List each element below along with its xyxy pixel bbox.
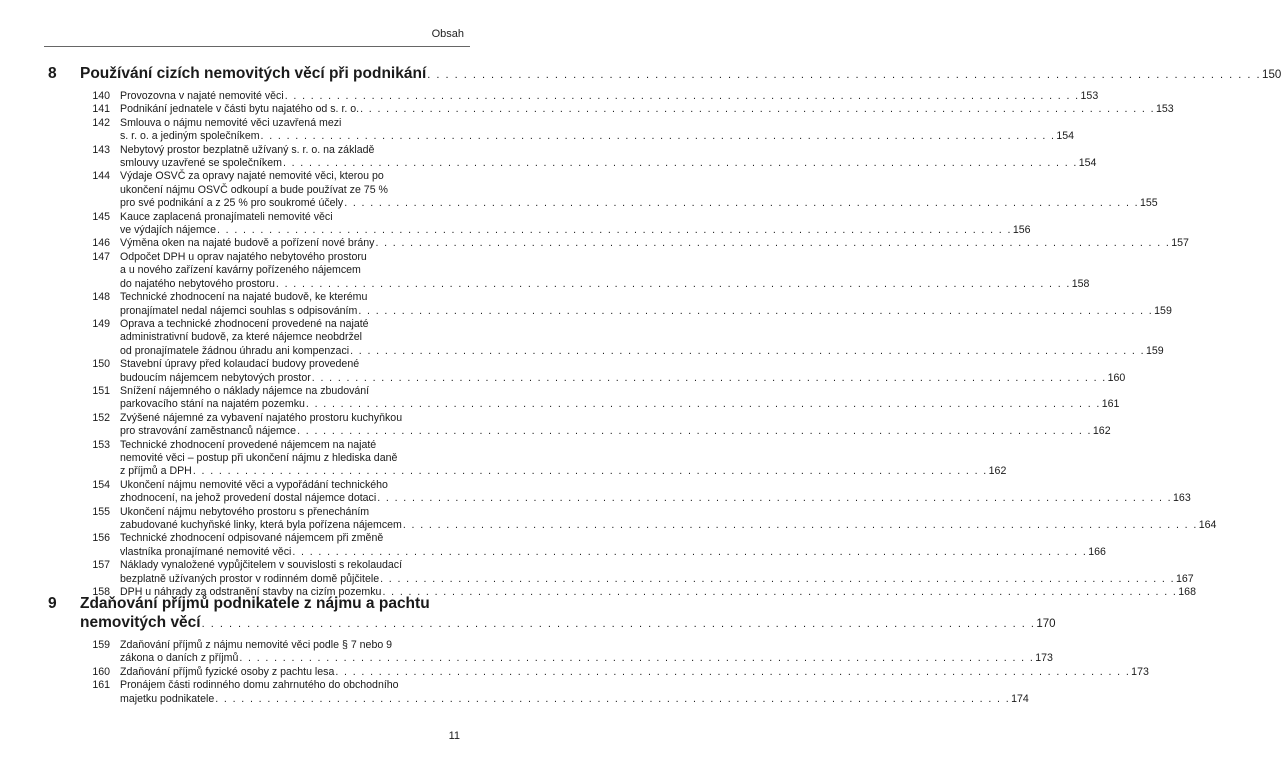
entry-page-number: 174: [1011, 692, 1029, 705]
toc-entry[interactable]: [80, 665, 1149, 679]
entry-text-line: Smlouva o nájmu nemovité věci uzavřená mezi: [120, 116, 342, 129]
entry-last-line: [120, 572, 1194, 586]
entry-page-number: 167: [1175, 572, 1194, 585]
entry-text-line: Snížení nájemného o náklady nájemce na zbudování: [120, 384, 370, 397]
chapter-title-text: nemovitých věcí: [80, 614, 201, 631]
toc-entry[interactable]: [80, 103, 1174, 116]
chapter-title-last-line: [80, 64, 1281, 85]
chapter-entries: [80, 90, 1217, 599]
toc-entry[interactable]: [80, 143, 1097, 171]
entry-text-line: Kauce zaplacená pronajímateli nemovité věci: [120, 210, 333, 223]
entry-last-line: [120, 425, 1111, 438]
toc-entry[interactable]: [80, 250, 1090, 291]
entry-text-last: budoucím nájemcem nebytových prostor: [120, 371, 311, 384]
entry-text-last: zabudované kuchyňské linky, která byla pořízena nájemcem: [120, 519, 402, 531]
entry-page-number: 161: [1101, 398, 1120, 411]
entry-text-last: s. r. o. a jediným společníkem: [120, 130, 260, 143]
running-header: Obsah: [431, 28, 464, 40]
entry-last-line: [120, 371, 1126, 385]
entry-text-last: DPH u náhrady za odstranění stavby na cizím pozemku: [120, 586, 382, 599]
entry-number: 144: [92, 170, 110, 183]
entry-page-number: 168: [1178, 586, 1196, 599]
entry-text-line: Stavební úpravy před kolaudací budovy provedené: [120, 358, 360, 371]
toc-entry[interactable]: [80, 505, 1217, 533]
toc-entry[interactable]: [80, 358, 1126, 385]
entry-text-line: Pronájem části rodinného domu zahrnutého do obchodního: [120, 679, 399, 692]
toc-entry[interactable]: [80, 90, 1099, 103]
dot-leader: . . . . . . . . . . . . . . . . . . . . . . . . . . . . . . . . . . . . . . . . . . . . . . . . . . . . . . . . . . . . . . . . . . . . . . . . . . . . . . . . . . . . . . . . . . . .: [201, 618, 1036, 630]
entry-text-line: Náklady vynaložené vypůjčitelem v souvislosti s rekolaudací: [120, 559, 403, 572]
entry-page-number: 173: [1131, 665, 1149, 678]
toc-entry[interactable]: [80, 317, 1164, 358]
entry-page-number: 162: [1092, 425, 1111, 438]
entry-page-number: 159: [1145, 344, 1164, 357]
entry-page-number: 157: [1171, 237, 1189, 250]
entry-page-number: 155: [1140, 197, 1158, 210]
entry-page-number: 153: [1155, 103, 1174, 116]
dot-leader: . . . . . . . . . . . . . . . . . . . . . . . . . . . . . . . . . . . . . . . . . . . . . . . . . . . . . . . . . . . . . . . . . . . . . . . . . . . . . . . . . . . . . . . . . . . .: [402, 519, 1198, 531]
entry-number: 146: [92, 237, 110, 250]
entry-last-line: [120, 692, 1029, 706]
entry-number: 141: [92, 103, 110, 116]
entry-text-last: zákona o daních z příjmů: [120, 652, 239, 665]
chapter-number: 9: [48, 595, 57, 612]
entry-text-line: ukončení nájmu OSVČ odkoupí a bude používat ze 75 %: [120, 183, 388, 196]
entry-text-last: pro své podnikání a z 25 % pro soukromé účely: [120, 197, 344, 210]
entry-number: 152: [92, 411, 110, 424]
entry-last-line: [120, 103, 1174, 116]
entry-last-line: [120, 130, 1075, 143]
entry-text-last: z příjmů a DPH: [120, 465, 192, 478]
entry-text-last: pronajímatel nedal nájemci souhlas s odpisováním: [120, 304, 358, 317]
entry-text-line: Ukončení nájmu nemovité věci a vypořádání technického: [120, 478, 388, 491]
header-rule: [44, 46, 470, 47]
dot-leader: . . . . . . . . . . . . . . . . . . . . . . . . . . . . . . . . . . . . . . . . . . . . . . . . . . . . . . . . . . . . . . . . . . . . . . . . . . . . . . . . . . . . . . . . . . . .: [311, 371, 1107, 384]
entry-number: 151: [92, 384, 110, 397]
entry-last-line: [120, 492, 1191, 505]
entry-text-last: do najatého nebytového prostoru: [120, 277, 275, 290]
entry-text-line: Odpočet DPH u oprav najatého nebytového prostoru: [120, 250, 367, 263]
toc-entry[interactable]: [80, 116, 1075, 144]
entry-number: 159: [92, 639, 110, 651]
chapter-entries: [80, 639, 1149, 706]
dot-leader: . . . . . . . . . . . . . . . . . . . . . . . . . . . . . . . . . . . . . . . . . . . . . . . . . . . . . . . . . . . . . . . . . . . . . . . . . . . . . . . . . . . . . . . . . . . .: [239, 652, 1035, 665]
entry-text-last: Podnikání jednatele v části bytu najatého od s. r. o.: [120, 103, 360, 116]
entry-text-last: bezplatně užívaných prostor v rodinném domě půjčitele: [120, 572, 380, 585]
entry-page-number: 162: [988, 465, 1007, 478]
entry-last-line: [120, 465, 1007, 478]
entry-number: 157: [92, 559, 110, 572]
dot-leader: . . . . . . . . . . . . . . . . . . . . . . . . . . . . . . . . . . . . . . . . . . . . . . . . . . . . . . . . . . . . . . . . . . . . . . . . . . . . . . . . . . . . . . . . . . . .: [297, 425, 1092, 438]
dot-leader: . . . . . . . . . . . . . . . . . . . . . . . . . . . . . . . . . . . . . . . . . . . . . . . . . . . . . . . . . . . . . . . . . . . . . . . . . . . . . . . . . . . . . . . . . . . .: [344, 197, 1140, 210]
dot-leader: . . . . . . . . . . . . . . . . . . . . . . . . . . . . . . . . . . . . . . . . . . . . . . . . . . . . . . . . . . . . . . . . . . . . . . . . . . . . . . . . . . . . . . . . . . . .: [360, 103, 1155, 116]
entry-page-number: 166: [1088, 545, 1106, 558]
entry-last-line: [120, 90, 1099, 103]
entry-number: 160: [92, 665, 110, 678]
dot-leader: . . . . . . . . . . . . . . . . . . . . . . . . . . . . . . . . . . . . . . . . . . . . . . . . . . . . . . . . . . . . . . . . . . . . . . . . . . . . . . . . . . . . . . . . . . . .: [375, 237, 1171, 250]
toc-entry[interactable]: [80, 384, 1120, 412]
entry-text-line: Nebytový prostor bezplatně užívaný s. r. o. na základě: [120, 143, 375, 156]
dot-leader: . . . . . . . . . . . . . . . . . . . . . . . . . . . . . . . . . . . . . . . . . . . . . . . . . . . . . . . . . . . . . . . . . . . . . . . . . . . . . . . . . . . . . . . . . . . .: [335, 665, 1131, 678]
toc-entry[interactable]: [80, 291, 1172, 318]
dot-leader: . . . . . . . . . . . . . . . . . . . . . . . . . . . . . . . . . . . . . . . . . . . . . . . . . . . . . . . . . . . . . . . . . . . . . . . . . . . . . . . . . . . . . . . . . . . .: [427, 69, 1262, 81]
toc-entry[interactable]: [80, 210, 1031, 238]
dot-leader: . . . . . . . . . . . . . . . . . . . . . . . . . . . . . . . . . . . . . . . . . . . . . . . . . . . . . . . . . . . . . . . . . . . . . . . . . . . . . . . . . . . . . . . . . . . .: [216, 224, 1012, 237]
entry-number: 147: [92, 250, 110, 263]
entry-page-number: 163: [1173, 492, 1191, 505]
toc-entry[interactable]: [80, 438, 1007, 479]
chapter-page-number: 150: [1262, 69, 1281, 81]
entry-text-line: Technické zhodnocení odpisované nájemcem při změně: [120, 532, 384, 545]
entry-text-last: od pronajímatele žádnou úhradu ani kompenzaci: [120, 344, 350, 357]
entry-page-number: 156: [1012, 224, 1031, 237]
dot-leader: . . . . . . . . . . . . . . . . . . . . . . . . . . . . . . . . . . . . . . . . . . . . . . . . . . . . . . . . . . . . . . . . . . . . . . . . . . . . . . . . . . . . . . . . . . . .: [358, 304, 1154, 317]
toc-entry[interactable]: [80, 237, 1189, 250]
chapter-title-text: Používání cizích nemovitých věcí při podnikání: [80, 65, 427, 82]
chapter-title: [80, 64, 1281, 85]
dot-leader: . . . . . . . . . . . . . . . . . . . . . . . . . . . . . . . . . . . . . . . . . . . . . . . . . . . . . . . . . . . . . . . . . . . . . . . . . . . . . . . . . . . . . . . . . . . .: [380, 572, 1175, 585]
chapter-title-last-line: [80, 613, 1056, 634]
entry-number: 155: [92, 505, 110, 518]
entry-last-line: [120, 224, 1031, 237]
toc-entry[interactable]: [80, 170, 1158, 210]
toc-entry[interactable]: [80, 478, 1191, 506]
dot-leader: . . . . . . . . . . . . . . . . . . . . . . . . . . . . . . . . . . . . . . . . . . . . . . . . . . . . . . . . . . . . . . . . . . . . . . . . . . . . . . . . . . . . . . . . . . . .: [292, 545, 1088, 558]
entry-page-number: 154: [1056, 130, 1075, 143]
toc-entry[interactable]: [80, 559, 1194, 586]
entry-number: 156: [92, 532, 110, 545]
page-number: 11: [448, 730, 460, 742]
entry-number: 149: [92, 317, 110, 330]
entry-text-line: Ukončení nájmu nebytového prostoru s přenecháním: [120, 505, 370, 518]
toc-entry[interactable]: [80, 532, 1106, 559]
dot-leader: . . . . . . . . . . . . . . . . . . . . . . . . . . . . . . . . . . . . . . . . . . . . . . . . . . . . . . . . . . . . . . . . . . . . . . . . . . . . . . . . . . . . . . . . . . . .: [284, 90, 1080, 102]
dot-leader: . . . . . . . . . . . . . . . . . . . . . . . . . . . . . . . . . . . . . . . . . . . . . . . . . . . . . . . . . . . . . . . . . . . . . . . . . . . . . . . . . . . . . . . . . . . .: [282, 157, 1078, 170]
entry-number: 158: [92, 586, 110, 599]
entry-page-number: 160: [1107, 371, 1126, 384]
entry-text-last: pro stravování zaměstnanců nájemce: [120, 425, 297, 438]
entry-page-number: 164: [1198, 519, 1217, 531]
entry-page-number: 154: [1078, 157, 1097, 170]
entry-last-line: [120, 519, 1217, 532]
chapter-number: 8: [48, 65, 57, 82]
toc-entry[interactable]: [80, 411, 1111, 439]
entry-text-line: Zdaňování příjmů z nájmu nemovité věci podle § 7 nebo 9: [120, 639, 393, 651]
entry-page-number: 153: [1080, 90, 1099, 102]
entry-page-number: 173: [1035, 652, 1053, 665]
entry-page-number: 158: [1071, 277, 1090, 290]
entry-text-line: a u nového zařízení kavárny pořízeného nájemcem: [120, 264, 361, 277]
chapter-title: [80, 594, 1056, 634]
entry-text-line: Výdaje OSVČ za opravy najaté nemovité věci, kterou po: [120, 170, 384, 183]
chapter-page-number: 170: [1036, 618, 1056, 630]
entry-text-last: ve výdajích nájemce: [120, 224, 216, 237]
entry-number: 150: [92, 358, 110, 371]
entry-number: 140: [92, 90, 110, 102]
entry-last-line: [120, 665, 1149, 679]
entry-number: 143: [92, 143, 110, 156]
entry-text-line: Technické zhodnocení na najaté budově, ke kterému: [120, 291, 368, 304]
entry-text-last: Provozovna v najaté nemovité věci: [120, 90, 284, 102]
entry-text-last: zhodnocení, na jehož provedení dostal nájemce dotaci: [120, 492, 377, 505]
entry-last-line: [120, 237, 1189, 250]
entry-text-last: majetku podnikatele: [120, 692, 215, 705]
chapter-title-line: Zdaňování příjmů podnikatele z nájmu a pachtu: [80, 595, 430, 612]
entry-number: 148: [92, 291, 110, 304]
entry-last-line: [120, 652, 1053, 665]
entry-last-line: [120, 197, 1158, 210]
entry-text-line: Technické zhodnocení provedené nájemcem na najaté: [120, 438, 377, 451]
entry-text-last: smlouvy uzavřené se společníkem: [120, 157, 282, 170]
dot-leader: . . . . . . . . . . . . . . . . . . . . . . . . . . . . . . . . . . . . . . . . . . . . . . . . . . . . . . . . . . . . . . . . . . . . . . . . . . . . . . . . . . . . . . . . . . . .: [215, 692, 1011, 705]
dot-leader: . . . . . . . . . . . . . . . . . . . . . . . . . . . . . . . . . . . . . . . . . . . . . . . . . . . . . . . . . . . . . . . . . . . . . . . . . . . . . . . . . . . . . . . . . . . .: [350, 344, 1145, 357]
dot-leader: . . . . . . . . . . . . . . . . . . . . . . . . . . . . . . . . . . . . . . . . . . . . . . . . . . . . . . . . . . . . . . . . . . . . . . . . . . . . . . . . . . . . . . . . . . . .: [192, 465, 988, 478]
entry-last-line: [120, 277, 1090, 291]
entry-last-line: [120, 398, 1120, 411]
entry-text-line: nemovité věci – postup při ukončení nájmu z hlediska daně: [120, 451, 398, 464]
entry-number: 142: [92, 116, 110, 129]
entry-number: 154: [92, 478, 110, 491]
entry-text-last: Výměna oken na najaté budově a pořízení nové brány: [120, 237, 375, 250]
toc-entry[interactable]: [80, 679, 1029, 706]
dot-leader: . . . . . . . . . . . . . . . . . . . . . . . . . . . . . . . . . . . . . . . . . . . . . . . . . . . . . . . . . . . . . . . . . . . . . . . . . . . . . . . . . . . . . . . . . . . .: [377, 492, 1173, 505]
dot-leader: . . . . . . . . . . . . . . . . . . . . . . . . . . . . . . . . . . . . . . . . . . . . . . . . . . . . . . . . . . . . . . . . . . . . . . . . . . . . . . . . . . . . . . . . . . . .: [275, 277, 1071, 290]
entry-text-last: parkovacího stání na najatém pozemku: [120, 398, 305, 411]
dot-leader: . . . . . . . . . . . . . . . . . . . . . . . . . . . . . . . . . . . . . . . . . . . . . . . . . . . . . . . . . . . . . . . . . . . . . . . . . . . . . . . . . . . . . . . . . . . .: [305, 398, 1101, 411]
entry-text-line: Oprava a technické zhodnocení provedené na najaté: [120, 317, 369, 330]
entry-number: 161: [92, 679, 110, 692]
entry-page-number: 159: [1154, 304, 1172, 317]
entry-number: 145: [92, 210, 110, 223]
entry-number: 153: [92, 438, 110, 451]
entry-text-line: Zvýšené nájemné za vybavení najatého prostoru kuchyňkou: [120, 411, 403, 424]
entry-text-line: administrativní budově, za které nájemce neobdržel: [120, 331, 363, 344]
entry-text-last: Zdaňování příjmů fyzické osoby z pachtu lesa: [120, 665, 335, 678]
dot-leader: . . . . . . . . . . . . . . . . . . . . . . . . . . . . . . . . . . . . . . . . . . . . . . . . . . . . . . . . . . . . . . . . . . . . . . . . . . . . . . . . . . . . . . . . . . . .: [382, 586, 1178, 599]
entry-last-line: [120, 545, 1106, 559]
toc-entry[interactable]: [80, 639, 1053, 666]
entry-last-line: [120, 157, 1097, 170]
entry-last-line: [120, 304, 1172, 318]
dot-leader: . . . . . . . . . . . . . . . . . . . . . . . . . . . . . . . . . . . . . . . . . . . . . . . . . . . . . . . . . . . . . . . . . . . . . . . . . . . . . . . . . . . . . . . . . . . .: [260, 130, 1056, 143]
entry-last-line: [120, 344, 1164, 358]
entry-text-last: vlastníka pronajímané nemovité věci: [120, 545, 292, 558]
